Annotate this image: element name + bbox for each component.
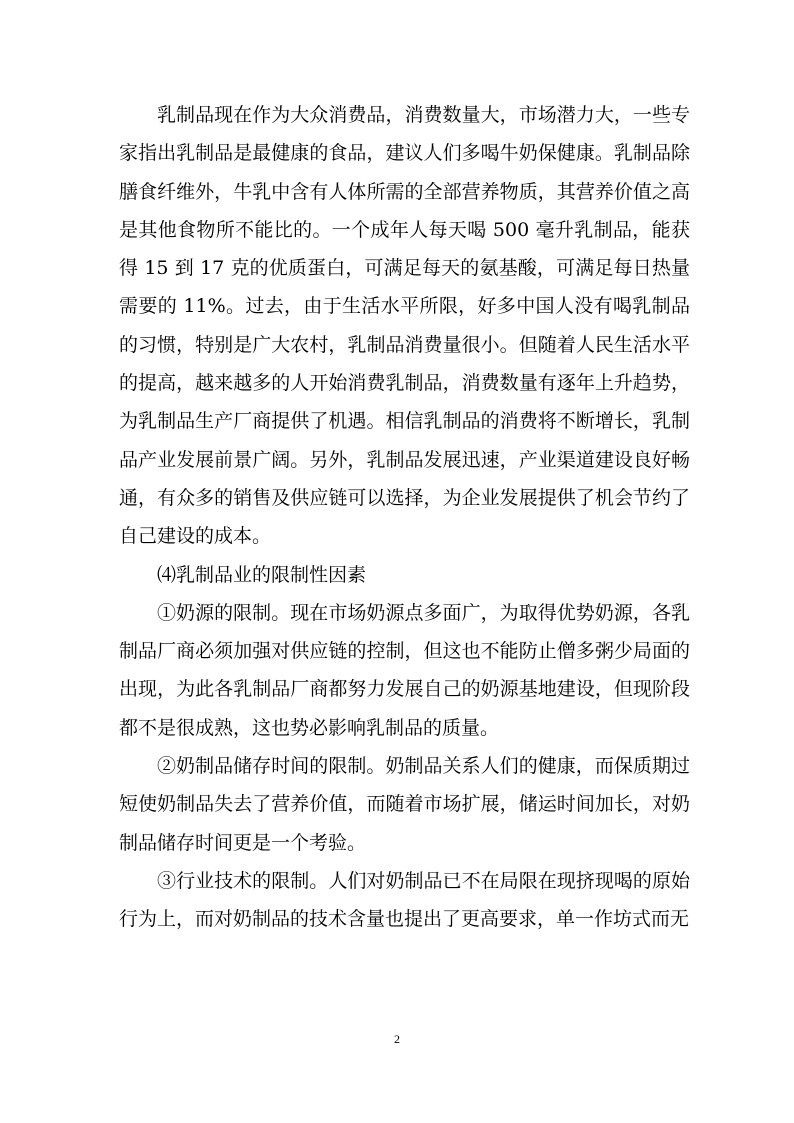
section-heading-limiting-factors: ⑷乳制品业的限制性因素 [157,563,367,586]
body-text [119,96,690,939]
page-number: 2 [394,1032,400,1046]
paragraph-milk-source-limit: ①奶源的限制。现在市场奶源点多面广，为取得优势奶源，各乳制品厂商必须加强对供应链的控制，但这也不能防止僧多粥少局面的出现，为此各乳制品厂商都努力发展自己的奶源基地建设，但现阶段都不是很成熟，这也势必影响乳制品的质量。 [119,601,690,739]
paragraph-technology-limit: ③行业技术的限制。人们对奶制品已不在局限在现挤现喝的原始行为上，而对奶制品的技术含量也提出了更高要求，单一作坊式而无 [119,869,690,931]
paragraph-dairy-market-outlook: 乳制品现在作为大众消费品，消费数量大，市场潜力大，一些专家指出乳制品是最健康的食品，建议人们多喝牛奶保健康。乳制品除膳食纤维外，牛乳中含有人体所需的全部营养物质，其营养价值之高是其他食物所不能比的。一个成年人每天喝 500 毫升乳制品，能获得 15 到 17 克的优质蛋白，可满足每天的氨基酸，可满足每日热量需要的 11%。过去，由于生活水平所限，好多中国人没有喝乳制品的习惯，特别是广大农村，乳制品消费量很小。但随着人民生活水平的提高，越来越多的人开始消费乳制品，消费数量有逐年上升趋势，为乳制品生产厂商提供了机遇。相信乳制品的消费将不断增长，乳制品产业发展前景广阔。另外，乳制品发展迅速，产业渠道建设良好畅通，有众多的销售及供应链可以选择，为企业发展提供了机会节约了自己建设的成本。 [119,104,690,548]
paragraph-storage-time-limit: ②奶制品储存时间的限制。奶制品关系人们的健康，而保质期过短使奶制品失去了营养价值，而随着市场扩展，储运时间加长，对奶制品储存时间更是一个考验。 [119,755,690,854]
